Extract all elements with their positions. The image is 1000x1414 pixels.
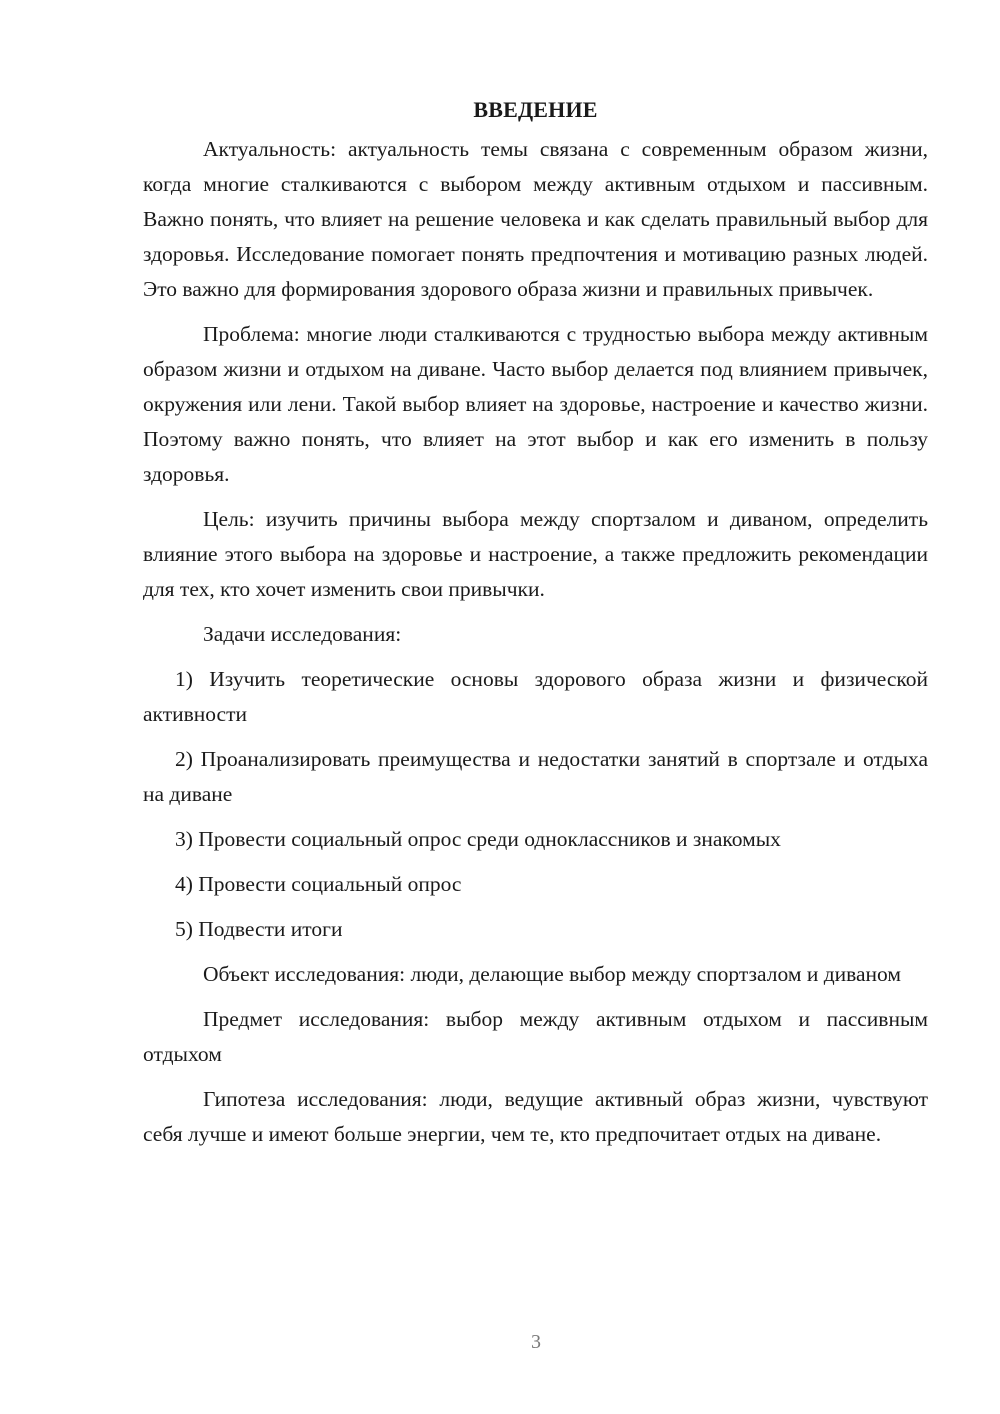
task-item-2: 2) Проанализировать преимущества и недостатки занятий в спортзале и отдыха на диване [143,747,928,806]
paragraph-relevance: Актуальность: актуальность темы связана с современным образом жизни, когда многие сталкиваются с выбором между активным отдыхом и пассивным. Важно понять, что влияет на решение человека и как сделать правильный выбор для здоровья. Исследование помогает понять предпочтения и мотивацию разных людей. Это важно для формирования здорового образа жизни и правильных привычек. [143,137,928,301]
page-number: 3 [531,1331,541,1353]
task-item-3: 3) Провести социальный опрос среди одноклассников и знакомых [175,827,781,851]
task-item-1: 1) Изучить теоретические основы здорового образа жизни и физической активности [143,667,928,726]
paragraph-problem: Проблема: многие люди сталкиваются с трудностью выбора между активным образом жизни и отдыхом на диване. Часто выбор делается под влиянием привычек, окружения или лени. Такой выбор влияет на здоровье, настроение и качество жизни. Поэтому важно понять, что влияет на этот выбор и как его изменить в пользу здоровья. [143,322,928,486]
paragraph-object: Объект исследования: люди, делающие выбор между спортзалом и диваном [203,962,902,986]
paragraph-goal: Цель: изучить причины выбора между спортзалом и диваном, определить влияние этого выбора на здоровье и настроение, а также предложить рекомендации для тех, кто хочет изменить свои привычки. [143,507,928,601]
section-title: ВВЕДЕНИЕ [473,97,598,122]
paragraph-hypothesis: Гипотеза исследования: люди, ведущие активный образ жизни, чувствуют себя лучше и имеют больше энергии, чем те, кто предпочитает отдых на диване. [143,1087,928,1146]
task-item-4: 4) Провести социальный опрос [175,872,462,896]
paragraph-subject: Предмет исследования: выбор между активным отдыхом и пассивным отдыхом [143,1007,928,1066]
task-item-5: 5) Подвести итоги [175,917,343,941]
document-page [143,92,928,1152]
tasks-heading: Задачи исследования: [203,622,402,646]
